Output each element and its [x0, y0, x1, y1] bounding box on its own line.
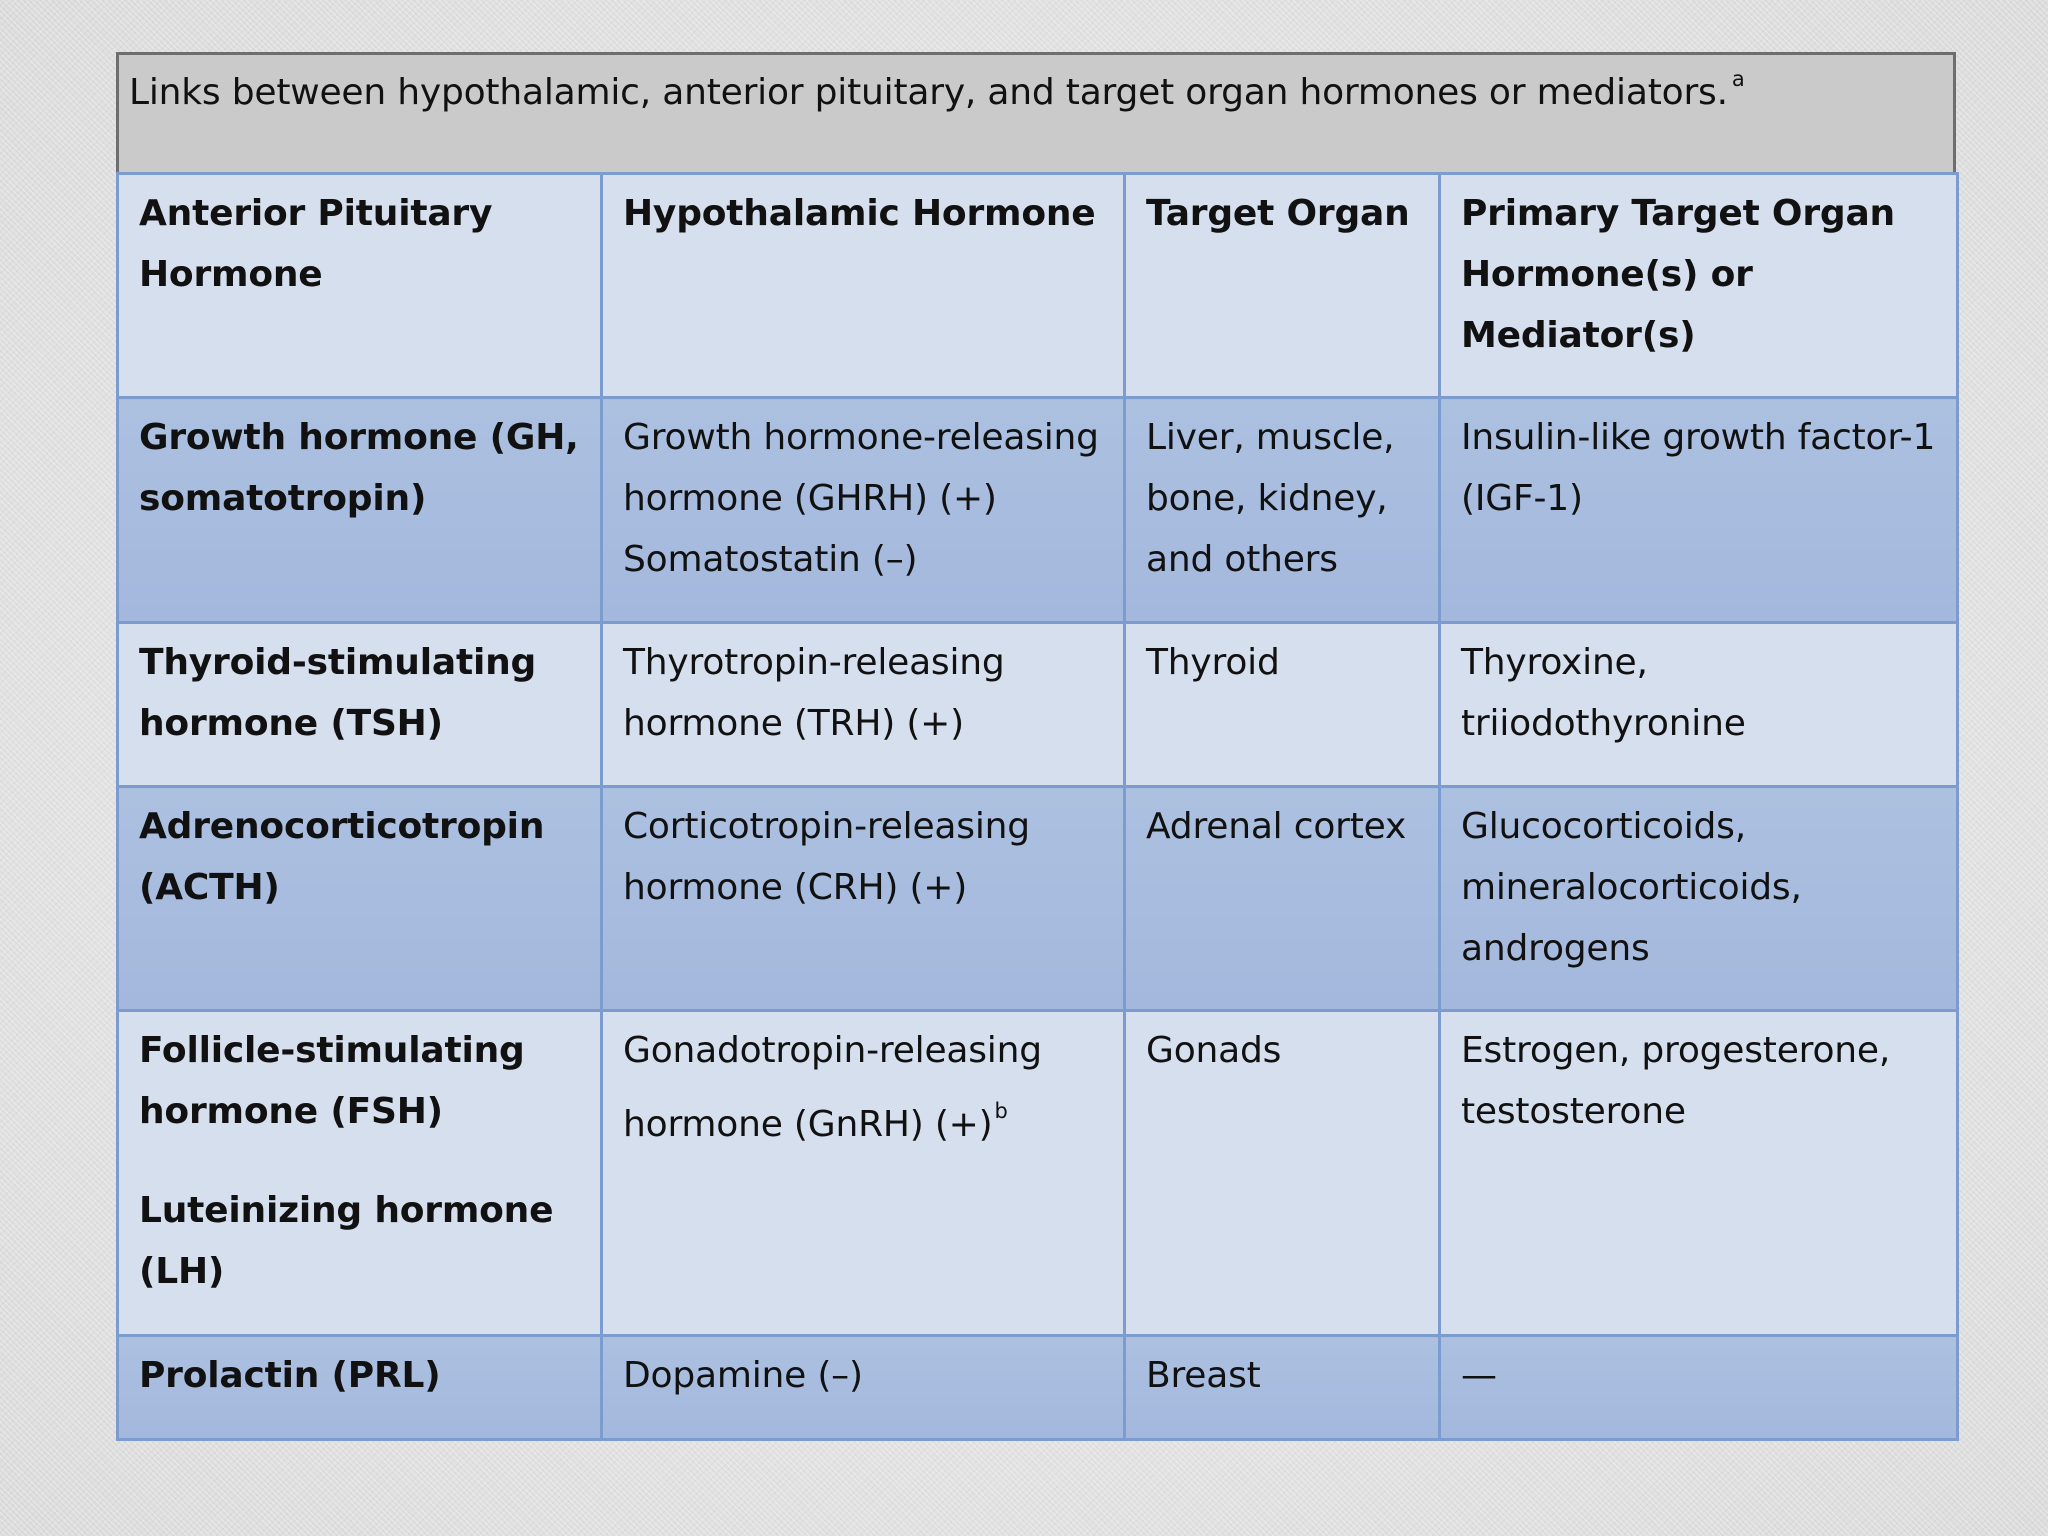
- target-organ-mediator-cell: Thyroxine, triiodothyronine: [1440, 623, 1958, 787]
- hypothalamic-hormone-cell: [602, 1011, 1125, 1336]
- table-row: [118, 398, 1958, 623]
- target-organ-cell: Thyroid: [1125, 623, 1440, 787]
- hypothalamic-hormone-text: Gonadotropin-releasing hormone (GnRH) (+): [623, 1030, 1042, 1145]
- anterior-pituitary-hormone-cell: [118, 787, 602, 1011]
- anterior-pituitary-hormone-cell: [118, 623, 602, 787]
- header-primary-target-organ-hormones: Primary Target Organ Hormone(s) or Mediator(s): [1440, 174, 1958, 398]
- target-organ-mediator-cell: Glucocorticoids, mineralocorticoids, androgens: [1440, 787, 1958, 1011]
- table-row: [118, 1336, 1958, 1440]
- table-row: [118, 1011, 1958, 1336]
- hormone-links-table: [116, 172, 1959, 1441]
- hypothalamic-hormone-name: [623, 1020, 1107, 1155]
- header-target-organ: Target Organ: [1125, 174, 1440, 398]
- anterior-pituitary-hormone-name: Prolactin (PRL): [139, 1355, 441, 1396]
- anterior-pituitary-hormone-cell: [118, 398, 602, 623]
- header-anterior-pituitary-hormone: Anterior Pituitary Hormone: [118, 174, 602, 398]
- anterior-pituitary-hormone-name: Adrenocorticotropin (ACTH): [139, 806, 545, 908]
- hypothalamic-hormone-name: Somatostatin (–): [623, 539, 918, 580]
- hypothalamic-hormone-name: Dopamine (–): [623, 1355, 863, 1396]
- hypothalamic-hormone-name: Thyrotropin-releasing hormone (TRH) (+): [623, 642, 1005, 744]
- hypothalamic-hormone-name: Growth hormone-releasing hormone (GHRH) (+): [623, 417, 1099, 519]
- target-organ-mediator-cell: —: [1440, 1336, 1958, 1440]
- hypothalamic-hormone-cell: [602, 623, 1125, 787]
- target-organ-cell: Gonads: [1125, 1011, 1440, 1336]
- anterior-pituitary-hormone-cell: [118, 1336, 602, 1440]
- table-row: [118, 787, 1958, 1011]
- table-caption-text: Links between hypothalamic, anterior pituitary, and target organ hormones or mediators.: [129, 72, 1728, 113]
- caption-footnote-mark: a: [1731, 67, 1745, 91]
- table-header-row: [118, 174, 1958, 398]
- anterior-pituitary-hormone-name: Luteinizing hormone (LH): [139, 1190, 554, 1292]
- header-hypothalamic-hormone: Hypothalamic Hormone: [602, 174, 1125, 398]
- target-organ-cell: Liver, muscle, bone, kidney, and others: [1125, 398, 1440, 623]
- anterior-pituitary-hormone-cell: [118, 1011, 602, 1336]
- table-caption-box: [116, 52, 1956, 172]
- hypothalamic-footnote-mark: b: [994, 1099, 1008, 1123]
- hypothalamic-hormone-name: Corticotropin-releasing hormone (CRH) (+): [623, 806, 1030, 908]
- anterior-pituitary-hormone-name: Growth hormone (GH, somatotropin): [139, 417, 579, 519]
- anterior-pituitary-hormone-name: Follicle-stimulating hormone (FSH): [139, 1030, 525, 1132]
- target-organ-mediator-cell: Estrogen, progesterone, testosterone: [1440, 1011, 1958, 1336]
- hypothalamic-hormone-cell: [602, 1336, 1125, 1440]
- hypothalamic-hormone-cell: [602, 787, 1125, 1011]
- target-organ-mediator-cell: Insulin-like growth factor-1 (IGF-1): [1440, 398, 1958, 623]
- anterior-pituitary-hormone-name: Thyroid-stimulating hormone (TSH): [139, 642, 537, 744]
- table-caption: [129, 67, 1745, 113]
- hypothalamic-hormone-cell: [602, 398, 1125, 623]
- target-organ-cell: Adrenal cortex: [1125, 787, 1440, 1011]
- target-organ-cell: Breast: [1125, 1336, 1440, 1440]
- table-row: [118, 623, 1958, 787]
